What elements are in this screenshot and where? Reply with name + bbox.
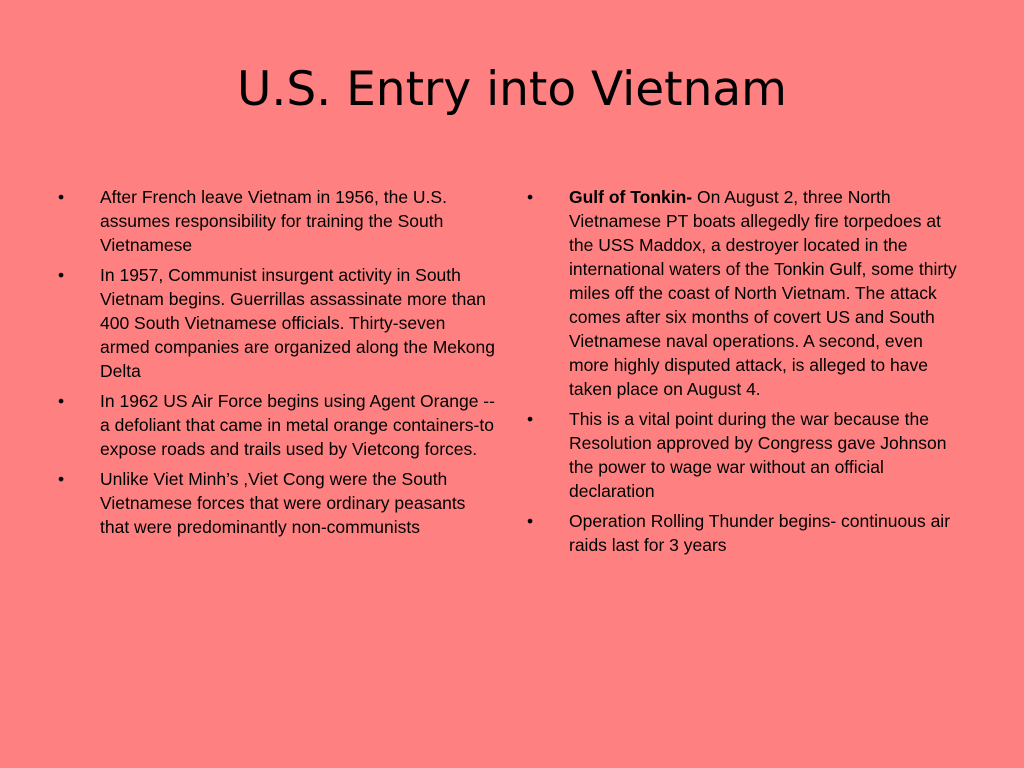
bullet-text: After French leave Vietnam in 1956, the U.S. assumes responsibility for training the South Vietnamese [100,187,447,255]
bullet-icon: • [58,265,65,285]
bullet-icon: • [527,511,534,531]
bullet-text: Unlike Viet Minh’s ,Viet Cong were the South Vietnamese forces that were ordinary peasants that were predominantly non-communists [100,469,466,537]
bullet-icon: • [58,391,65,411]
right-bullet-list [527,185,967,563]
bullet-icon: • [58,469,65,489]
list-item [527,185,967,401]
gulf-of-tonkin-heading: Gulf of Tonkin- [569,187,693,207]
bullet-text: Operation Rolling Thunder begins- continuous air raids last for 3 years [569,511,951,555]
list-item [58,185,498,257]
list-item [527,509,967,557]
bullet-text: On August 2, three North Vietnamese PT boats allegedly fire torpedoes at the USS Maddox, a destroyer located in the international waters of the Tonkin Gulf, some thirty miles off the coast of North Vietnam. The attack comes after six months of covert US and South Vietnamese naval operations. A second, even more highly disputed attack, is alleged to have taken place on August 4. [569,187,957,399]
list-item [58,467,498,539]
bullet-text: This is a vital point during the war because the Resolution approved by Congress gave Johnson the power to wage war without an official declaration [569,409,947,501]
list-item [527,407,967,503]
bullet-icon: • [527,409,534,429]
bullet-text: In 1962 US Air Force begins using Agent Orange -- a defoliant that came in metal orange containers-to expose roads and trails used by Vietcong forces. [100,391,495,459]
list-item [58,263,498,383]
bullet-text: In 1957, Communist insurgent activity in South Vietnam begins. Guerrillas assassinate more than 400 South Vietnamese officials. Thirty-seven armed companies are organized along the Mekong Delta [100,265,495,381]
left-bullet-list [58,185,498,545]
bullet-icon: • [527,187,534,207]
slide-title: U.S. Entry into Vietnam [237,62,787,117]
list-item [58,389,498,461]
bullet-icon: • [58,187,65,207]
